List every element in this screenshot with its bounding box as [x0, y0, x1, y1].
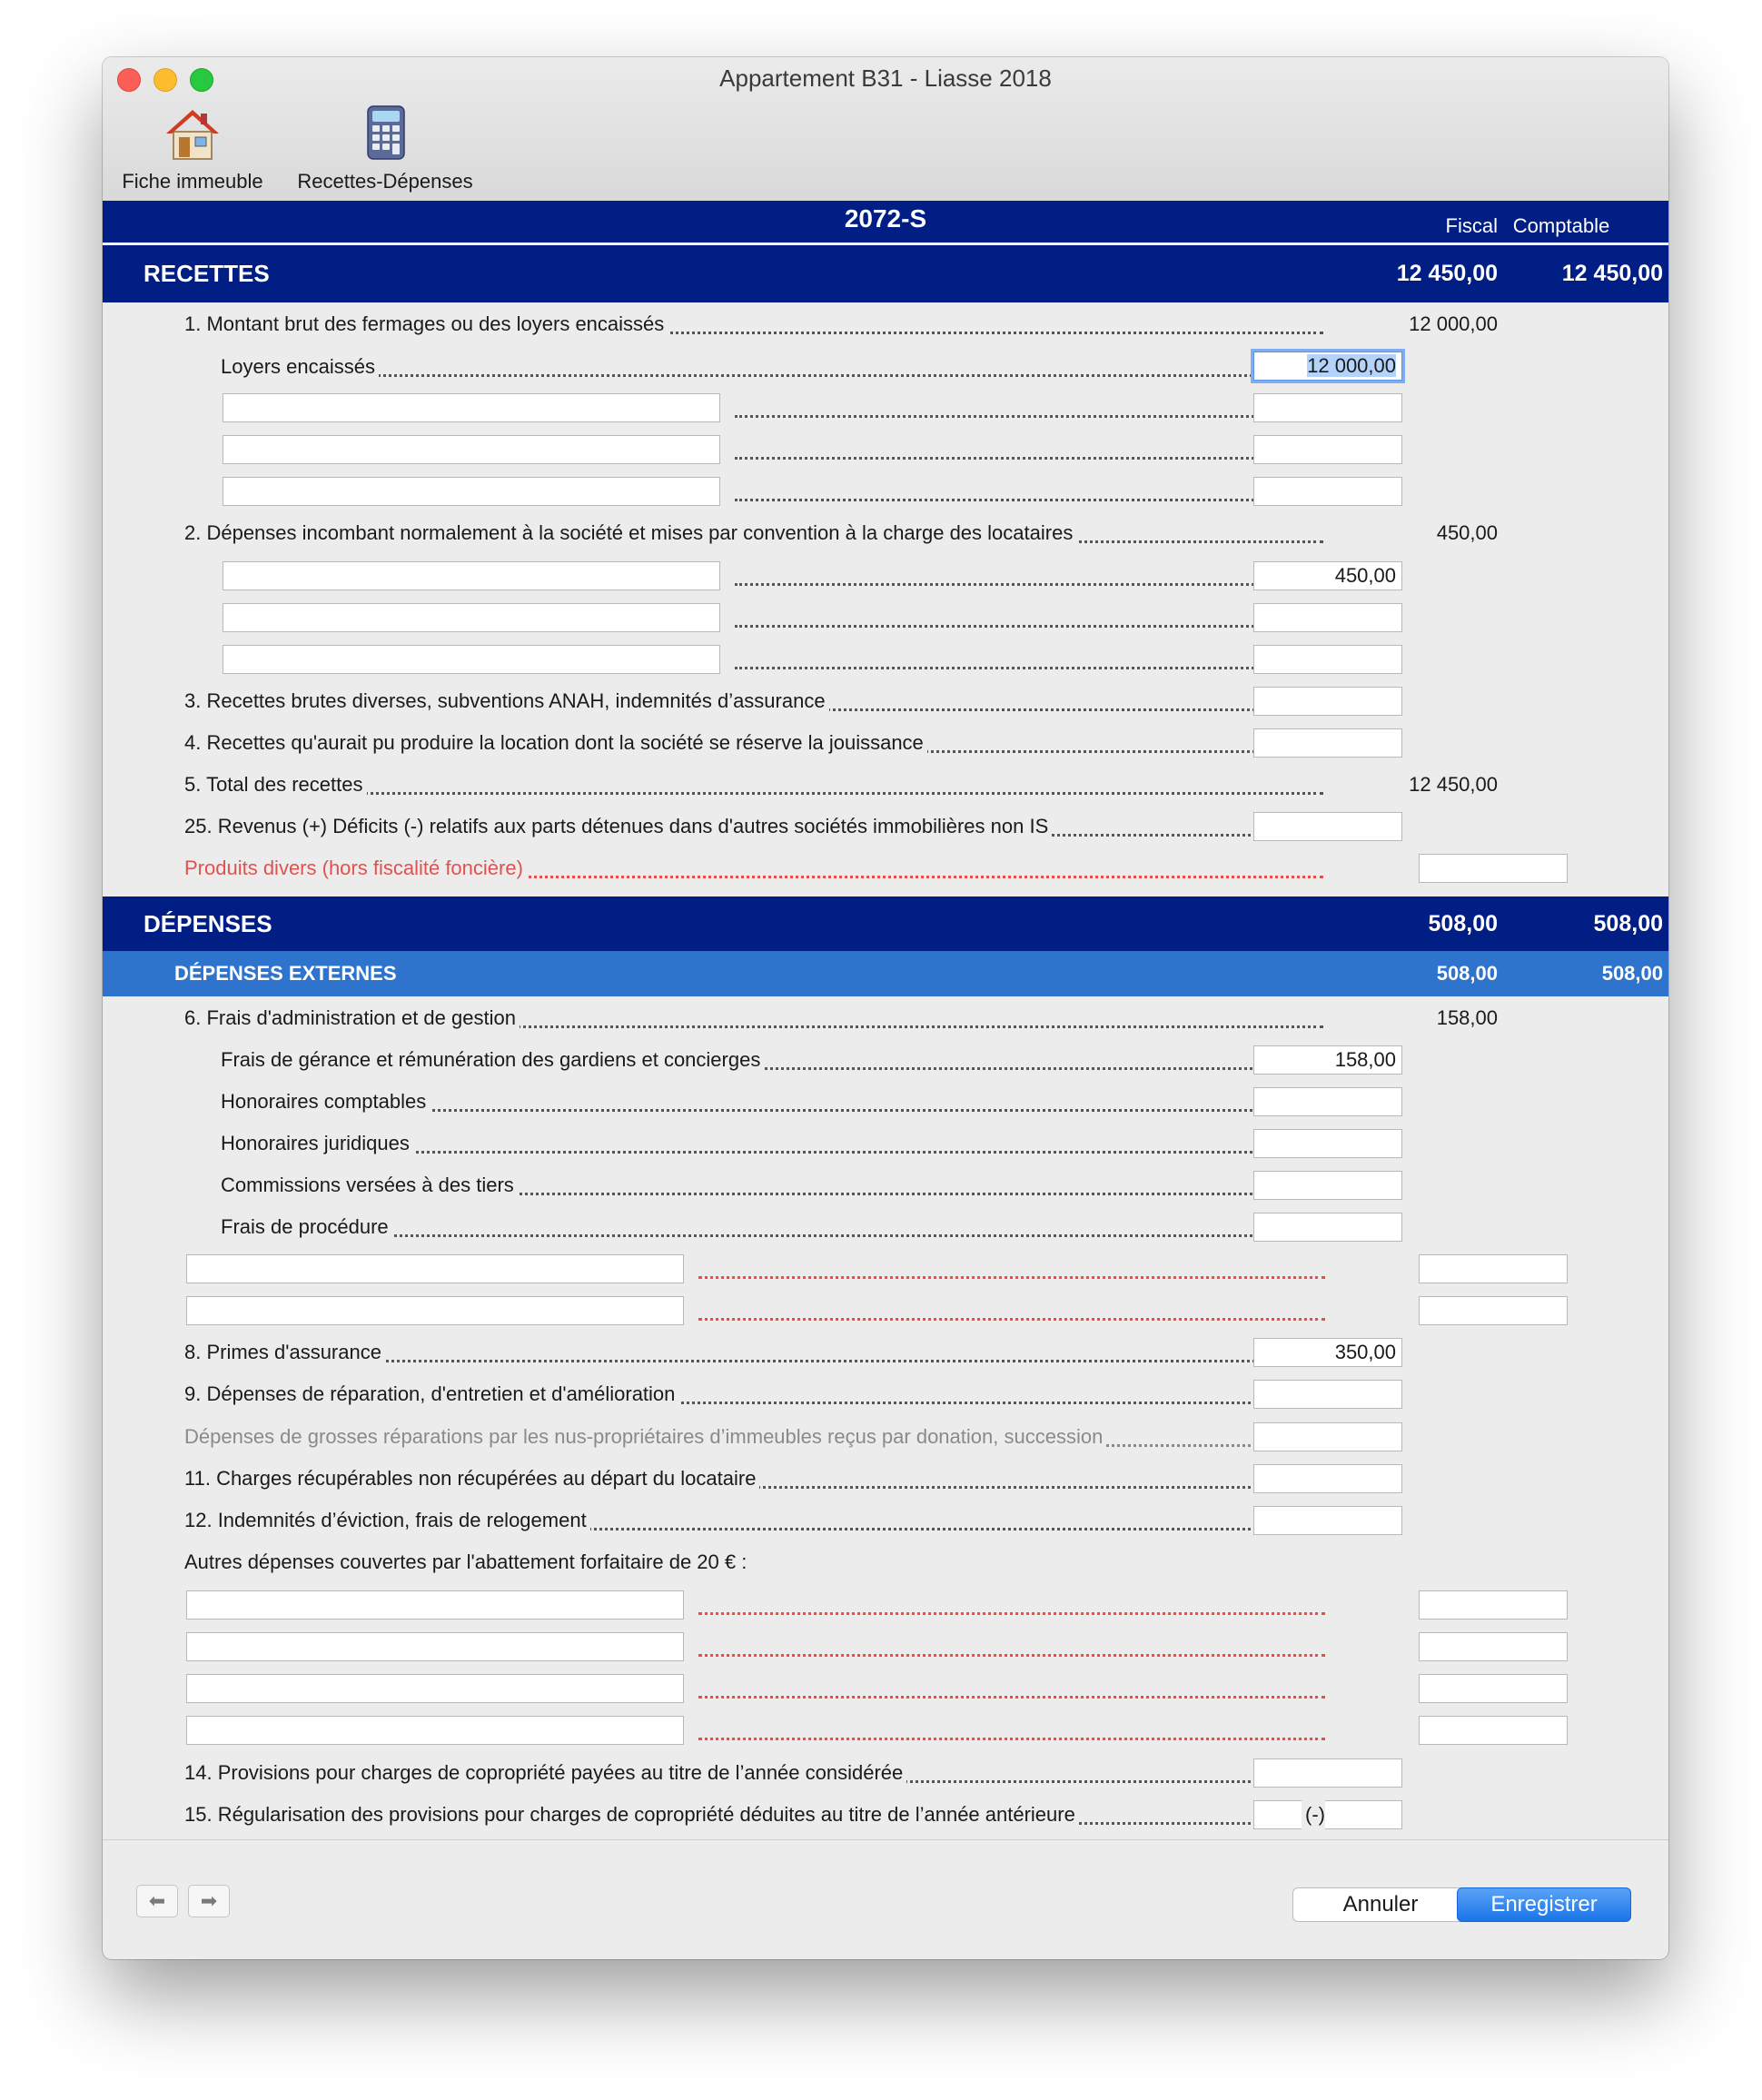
column-header-comptable: Comptable	[1512, 214, 1610, 237]
titlebar	[103, 57, 1668, 202]
line-2-detail-label-input-3[interactable]	[223, 645, 720, 674]
line-4-label: 4. Recettes qu'aurait pu produire la location dont la société se réserve la jouissance	[184, 728, 1333, 758]
form-code: 2072-S	[844, 204, 927, 233]
honoraires-comptables-label: Honoraires comptables	[221, 1087, 1325, 1116]
depenses-externes-fiscal-total: 508,00	[1436, 962, 1498, 985]
commissions-label: Commissions versées à des tiers	[221, 1171, 1325, 1200]
autres-label-input-2[interactable]	[186, 1632, 684, 1661]
dot-leader	[698, 1716, 1325, 1745]
line-9-input[interactable]	[1253, 1380, 1402, 1409]
autres-comptable-input-1[interactable]	[1419, 1590, 1568, 1620]
line-5-label: 5. Total des recettes	[184, 770, 1325, 799]
line-6-label: 6. Frais d'administration et de gestion	[184, 1004, 1325, 1033]
line-1-label: 1. Montant brut des fermages ou des loyers encaissés	[184, 310, 1325, 339]
line-1-extra-label-input-2[interactable]	[223, 435, 720, 464]
frais-gerance-label: Frais de gérance et rémunération des gardiens et concierges	[221, 1045, 1325, 1075]
dot-leader	[698, 1254, 1325, 1283]
line-12-label: 12. Indemnités d’éviction, frais de relogement	[184, 1506, 1325, 1535]
line-2-detail-amount-input-3[interactable]	[1253, 645, 1402, 674]
autres-comptable-input-4[interactable]	[1419, 1716, 1568, 1745]
depenses-title: DÉPENSES	[144, 910, 272, 937]
save-button[interactable]: Enregistrer	[1457, 1887, 1631, 1922]
depenses-fiscal-total: 508,00	[1428, 911, 1498, 936]
line-15-label: 15. Régularisation des provisions pour charges de copropriété déduites au titre de l’année antérieure (-)	[184, 1800, 1325, 1829]
line-2-value: 450,00	[1436, 521, 1498, 544]
recettes-title: RECETTES	[144, 260, 270, 287]
toolbar-fiche-immeuble-button[interactable]	[115, 103, 270, 193]
line-1-extra-amount-input-3[interactable]	[1253, 477, 1402, 506]
line-8-input[interactable]: 350,00	[1253, 1338, 1402, 1367]
dot-leader	[735, 435, 1325, 464]
frais-procedure-label: Frais de procédure	[221, 1213, 1325, 1242]
produits-divers-comptable-input[interactable]	[1419, 854, 1568, 883]
recettes-comptable-total: 12 450,00	[1561, 261, 1663, 286]
line-2-detail-label-input-2[interactable]	[223, 603, 720, 632]
line-25-input[interactable]	[1253, 812, 1402, 841]
admin-extra-comptable-input-2[interactable]	[1419, 1296, 1568, 1325]
line-1-extra-label-input-3[interactable]	[223, 477, 720, 506]
dot-leader	[698, 1590, 1325, 1620]
autres-comptable-input-2[interactable]	[1419, 1632, 1568, 1661]
line-1-extra-label-input-1[interactable]	[223, 393, 720, 422]
honoraires-juridiques-label: Honoraires juridiques	[221, 1129, 1325, 1158]
line-2-detail-amount-input-2[interactable]	[1253, 603, 1402, 632]
arrow-right-icon: ➡	[200, 1889, 218, 1912]
column-header-fiscal: Fiscal	[1445, 214, 1498, 237]
dot-leader	[735, 393, 1325, 422]
line-11-input[interactable]	[1253, 1464, 1402, 1493]
loyers-encaisses-label: Loyers encaissés	[221, 352, 1325, 381]
line-3-label: 3. Recettes brutes diverses, subventions ANAH, indemnités d’assurance	[184, 687, 1333, 716]
line-8-label: 8. Primes d'assurance	[184, 1338, 1333, 1367]
admin-extra-label-input-2[interactable]	[186, 1296, 684, 1325]
toolbar-recettes-depenses-button[interactable]	[281, 103, 490, 193]
line-15-input[interactable]	[1253, 1800, 1402, 1829]
grosses-reparations-input[interactable]	[1253, 1422, 1402, 1451]
toolbar-fiche-immeuble-label: Fiche immeuble	[122, 170, 263, 193]
line-14-label: 14. Provisions pour charges de copropriété payées au titre de l’année considérée	[184, 1758, 1325, 1788]
line-1-extra-amount-input-2[interactable]	[1253, 435, 1402, 464]
honoraires-juridiques-input[interactable]	[1253, 1129, 1402, 1158]
line-2-label: 2. Dépenses incombant normalement à la société et mises par convention à la charge des locataires	[184, 519, 1325, 548]
line-25-label: 25. Revenus (+) Déficits (-) relatifs aux parts détenues dans d'autres sociétés immobilières non IS	[184, 812, 1325, 841]
admin-extra-comptable-input-1[interactable]	[1419, 1254, 1568, 1283]
loyers-encaisses-input[interactable]: 12 000,00	[1253, 352, 1402, 381]
next-button[interactable]	[188, 1885, 230, 1917]
dot-leader	[735, 561, 1325, 590]
depenses-comptable-total: 508,00	[1593, 911, 1663, 936]
grosses-reparations-label: Dépenses de grosses réparations par les nus-propriétaires d’immeubles reçus par donation, succession	[184, 1422, 1325, 1451]
line-2-detail-amount-input-1[interactable]: 450,00	[1253, 561, 1402, 590]
line-1-extra-amount-input-1[interactable]	[1253, 393, 1402, 422]
arrow-left-icon: ⬅	[148, 1889, 166, 1912]
frais-gerance-input[interactable]: 158,00	[1253, 1045, 1402, 1075]
line-11-label: 11. Charges récupérables non récupérées au départ du locataire	[184, 1464, 1325, 1493]
autres-label-input-1[interactable]	[186, 1590, 684, 1620]
line-9-label: 9. Dépenses de réparation, d'entretien et d'amélioration	[184, 1380, 1325, 1409]
autres-label-input-3[interactable]	[186, 1674, 684, 1703]
autres-label-input-4[interactable]	[186, 1716, 684, 1745]
line-5-value: 12 450,00	[1409, 773, 1498, 796]
previous-button[interactable]	[136, 1885, 178, 1917]
cancel-button[interactable]: Annuler	[1292, 1887, 1469, 1922]
dot-leader	[698, 1296, 1325, 1325]
line-6-value: 158,00	[1436, 1006, 1498, 1029]
window-title: Appartement B31 - Liasse 2018	[719, 64, 1052, 92]
commissions-input[interactable]	[1253, 1171, 1402, 1200]
produits-divers-label: Produits divers (hors fiscalité foncière)	[184, 854, 1325, 883]
autres-comptable-input-3[interactable]	[1419, 1674, 1568, 1703]
depenses-externes-comptable-total: 508,00	[1601, 962, 1663, 985]
line-12-input[interactable]	[1253, 1506, 1402, 1535]
frais-procedure-input[interactable]	[1253, 1213, 1402, 1242]
honoraires-comptables-input[interactable]	[1253, 1087, 1402, 1116]
dot-leader	[735, 477, 1325, 506]
main-window	[103, 57, 1668, 1959]
line-15-suffix: (-)	[1302, 1800, 1325, 1829]
depenses-externes-title: DÉPENSES EXTERNES	[174, 962, 397, 985]
house-icon	[161, 103, 224, 163]
line-4-input[interactable]	[1253, 728, 1402, 758]
autres-depenses-label: Autres dépenses couvertes par l'abattement forfaitaire de 20 € :	[184, 1548, 1325, 1577]
dot-leader	[735, 645, 1325, 674]
dot-leader	[735, 603, 1325, 632]
line-14-input[interactable]	[1253, 1758, 1402, 1788]
line-2-detail-label-input-1[interactable]	[223, 561, 720, 590]
toolbar-recettes-depenses-label: Recettes-Dépenses	[297, 170, 473, 193]
admin-extra-label-input-1[interactable]	[186, 1254, 684, 1283]
calculator-icon	[353, 103, 417, 163]
footer-separator	[103, 1839, 1668, 1840]
recettes-fiscal-total: 12 450,00	[1396, 261, 1498, 286]
line-3-input[interactable]	[1253, 687, 1402, 716]
dot-leader	[698, 1632, 1325, 1661]
line-1-value: 12 000,00	[1409, 312, 1498, 335]
dot-leader	[698, 1674, 1325, 1703]
